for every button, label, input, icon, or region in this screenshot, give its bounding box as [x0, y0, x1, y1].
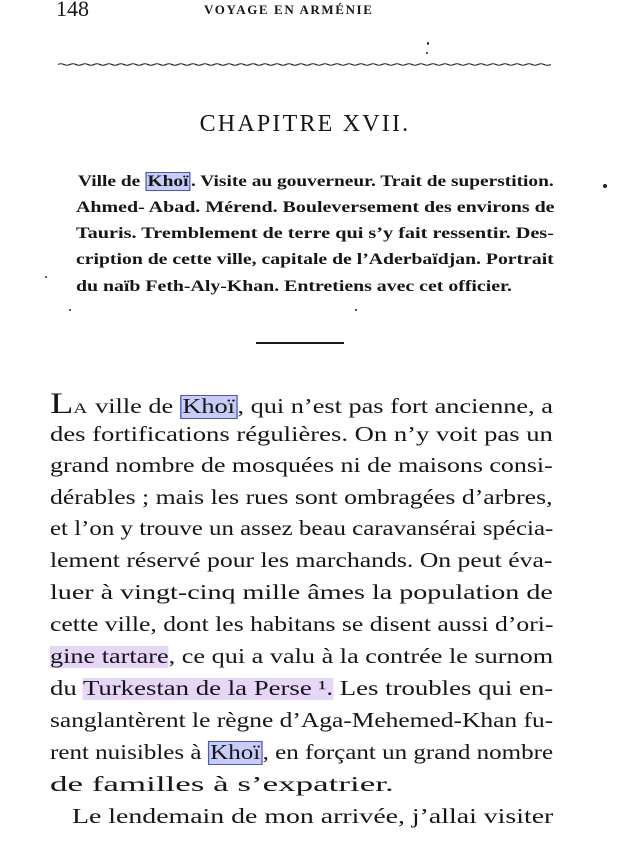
running-title: VOYAGE EN ARMÉNIE	[204, 2, 374, 17]
summary-text: Ville de	[78, 173, 146, 190]
body-text: Les troubles qui en-	[333, 678, 554, 700]
body-text: , qui n’est pas fort ancienne, a	[237, 396, 553, 418]
speck	[426, 52, 428, 54]
body-line-2: des fortifications régulières. On n’y voit pas un	[50, 424, 553, 446]
highlight-khoi[interactable]: Khoï	[180, 395, 238, 419]
body-line-9	[50, 646, 553, 669]
body-line-8: cette ville, dont les habitans se disent aussi d’ori-	[50, 614, 554, 636]
highlight-khoi[interactable]: Khoï	[145, 172, 191, 191]
section-separator	[256, 342, 344, 344]
body-line-6: lement réservé pour les marchands. On peut éva-	[50, 550, 553, 572]
highlight-gine-tartare[interactable]: gine tartare	[50, 646, 169, 668]
body-line-10	[50, 678, 553, 701]
drop-cap: L	[50, 387, 74, 420]
speck	[427, 42, 429, 45]
small-caps: A	[73, 401, 89, 417]
body-line-13: de familles à s’expatrier.	[50, 774, 394, 796]
body-text: rent nuisibles à	[50, 742, 208, 764]
body-line-12	[50, 742, 553, 765]
speck	[355, 309, 357, 311]
header-rule	[58, 63, 551, 66]
body-line-4: dérables ; mais les rues sont ombragées d’arbres,	[50, 487, 553, 509]
body-line-1	[50, 387, 553, 421]
page-number: 148	[56, 0, 89, 21]
body-text: du	[50, 678, 83, 700]
body-line-3: grand nombre de mosquées ni de maisons consi-	[50, 455, 553, 477]
body-line-11: sanglantèrent le règne d’Aga-Mehemed-Khan fu-	[50, 710, 554, 732]
body-text: ville de	[88, 396, 180, 418]
highlight-turkestan[interactable]: Turkestan de la Perse ¹.	[82, 678, 334, 700]
body-text: , ce qui a valu à la contrée le surnom	[168, 646, 554, 668]
body-line-7: luer à vingt-cinq mille âmes la population de	[50, 582, 553, 604]
body-line-14: Le lendemain de mon arrivée, j’allai visiter	[72, 806, 554, 828]
speck	[69, 309, 71, 311]
speck	[603, 184, 607, 188]
speck	[45, 276, 47, 278]
body-line-5: et l’on y trouve un assez beau caravansérai spécia-	[50, 518, 554, 540]
highlight-khoi[interactable]: Khoï	[208, 741, 263, 765]
body-text: , en forçant un grand nombre	[262, 742, 554, 764]
chapter-title: CHAPITRE XVII.	[199, 111, 411, 137]
summary-text: . Visite au gouverneur. Trait de superstition.	[190, 173, 554, 190]
